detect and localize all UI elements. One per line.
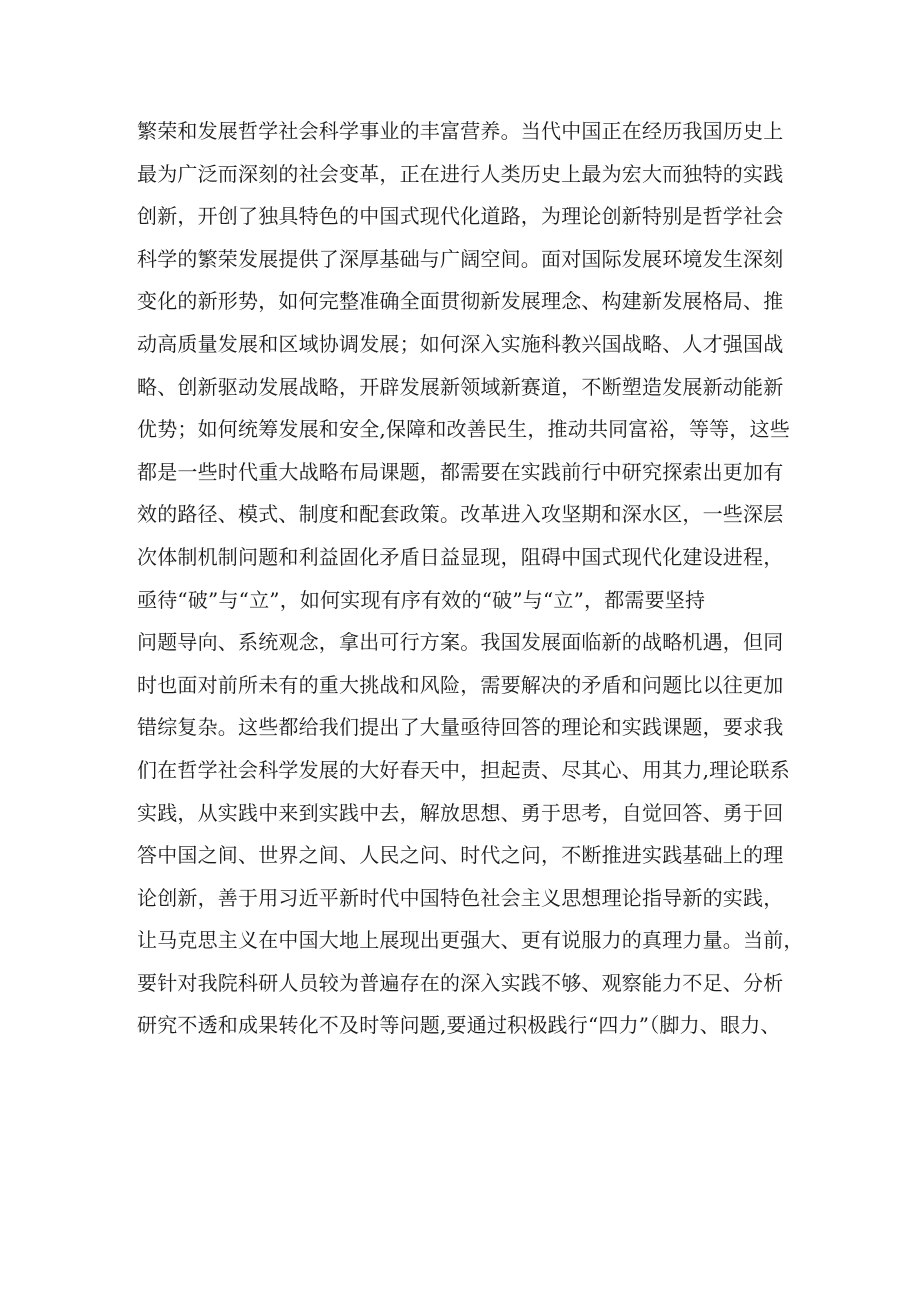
text-line: 们在哲学社会科学发展的大好春天中，担起责、尽其心、用其力,理论联系 xyxy=(137,757,790,782)
text-line: 时也面对前所未有的重大挑战和风险，需要解决的矛盾和问题比以往更加 xyxy=(137,672,784,697)
text-line: 论创新，善于用习近平新时代中国特色社会主义思想理论指导新的实践， xyxy=(137,885,784,910)
text-line: 让马克思主义在中国大地上展现出更强大、更有说服力的真理力量。当前， xyxy=(137,928,804,953)
text-line: 优势；如何统筹发展和安全,保障和改善民生，推动共同富裕，等等，这些 xyxy=(137,417,790,442)
body-text xyxy=(137,110,827,1047)
text-line: 都是一些时代重大战略布局课题，都需要在实践前行中研究探索出更加有 xyxy=(137,459,784,484)
text-line: 亟待“破”与“立”，如何实现有序有效的“破”与“立”，都需要坚持 xyxy=(137,587,706,612)
text-line: 要针对我院科研人员较为普遍存在的深入实践不够、观察能力不足、分析 xyxy=(137,970,784,995)
text-line: 略、创新驱动发展战略，开辟发展新领域新赛道，不断塑造发展新动能新 xyxy=(137,374,784,399)
text-line: 创新，开创了独具特色的中国式现代化道路，为理论创新特别是哲学社会 xyxy=(137,204,784,229)
text-line: 变化的新形势，如何完整准确全面贯彻新发展理念、构建新发展格局、推 xyxy=(137,289,784,314)
text-line: 动高质量发展和区域协调发展；如何深入实施科教兴国战略、人才强国战 xyxy=(137,331,784,356)
text-line: 答中国之间、世界之间、人民之问、时代之问，不断推进实践基础上的理 xyxy=(137,843,784,868)
text-line: 效的路径、模式、制度和配套政策。改革进入攻坚期和深水区，一些深层 xyxy=(137,502,784,527)
text-line: 实践，从实践中来到实践中去，解放思想、勇于思考，自觉回答、勇于回 xyxy=(137,800,784,825)
text-line: 研究不透和成果转化不及时等问题,要通过积极践行“四力”（脚力、眼力、 xyxy=(137,1013,781,1038)
text-line: 错综复杂。这些都给我们提出了大量亟待回答的理论和实践课题，要求我 xyxy=(137,715,784,740)
text-line: 繁荣和发展哲学社会科学事业的丰富营养。当代中国正在经历我国历史上 xyxy=(137,119,784,143)
text-line: 最为广泛而深刻的社会变革，正在进行人类历史上最为宏大而独特的实践 xyxy=(137,161,784,186)
text-line: 次体制机制问题和利益固化矛盾日益显现，阻碍中国式现代化建设进程， xyxy=(137,544,784,569)
text-line: 问题导向、系统观念，拿出可行方案。我国发展面临新的战略机遇，但同 xyxy=(137,630,784,655)
text-line: 科学的繁荣发展提供了深厚基础与广阔空间。面对国际发展环境发生深刻 xyxy=(137,246,784,271)
